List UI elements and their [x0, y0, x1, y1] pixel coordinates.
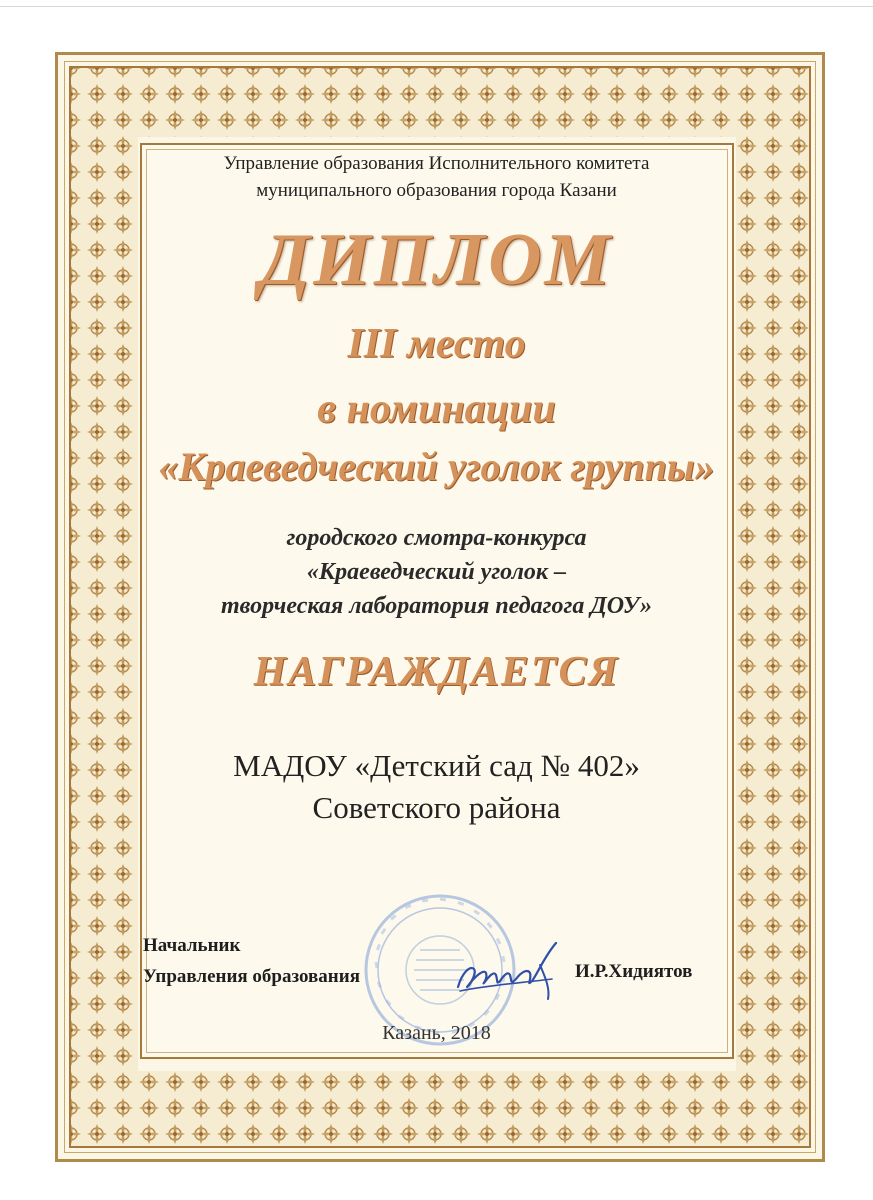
org-line-2: муниципального образования города Казани: [256, 180, 617, 201]
recipient: [0, 745, 873, 829]
awarded-label: НАГРАЖДАЕТСЯ: [253, 649, 620, 695]
contest-line-2: «Краеведческий уголок –: [306, 559, 567, 585]
contest-name: [0, 521, 873, 623]
recipient-line-2: Советского района: [312, 790, 561, 825]
recipient-line-1: МАДОУ «Детский сад № 402»: [233, 748, 640, 783]
in-nomination-label: в номинации: [317, 386, 556, 432]
city-year: Казань, 2018: [382, 1022, 491, 1044]
signatory-title-line-2: Управления образования: [143, 966, 360, 987]
award-place: III место: [347, 321, 526, 367]
contest-line-1: городского смотра-конкурса: [286, 525, 587, 551]
diploma-title: ДИПЛОМ: [259, 219, 614, 301]
contest-line-3: творческая лаборатория педагога ДОУ»: [221, 593, 652, 619]
issuing-organization: [0, 150, 873, 204]
signatory-title: [143, 930, 360, 992]
scan-edge-line: [0, 6, 873, 7]
signatory-title-line-1: Начальник: [143, 935, 241, 956]
nomination-title: «Краеведческий уголок группы»: [158, 444, 715, 489]
signatory-name: И.Р.Хидиятов: [575, 961, 693, 982]
handwritten-signature: [440, 935, 580, 1005]
org-line-1: Управление образования Исполнительного комитета: [223, 153, 650, 174]
